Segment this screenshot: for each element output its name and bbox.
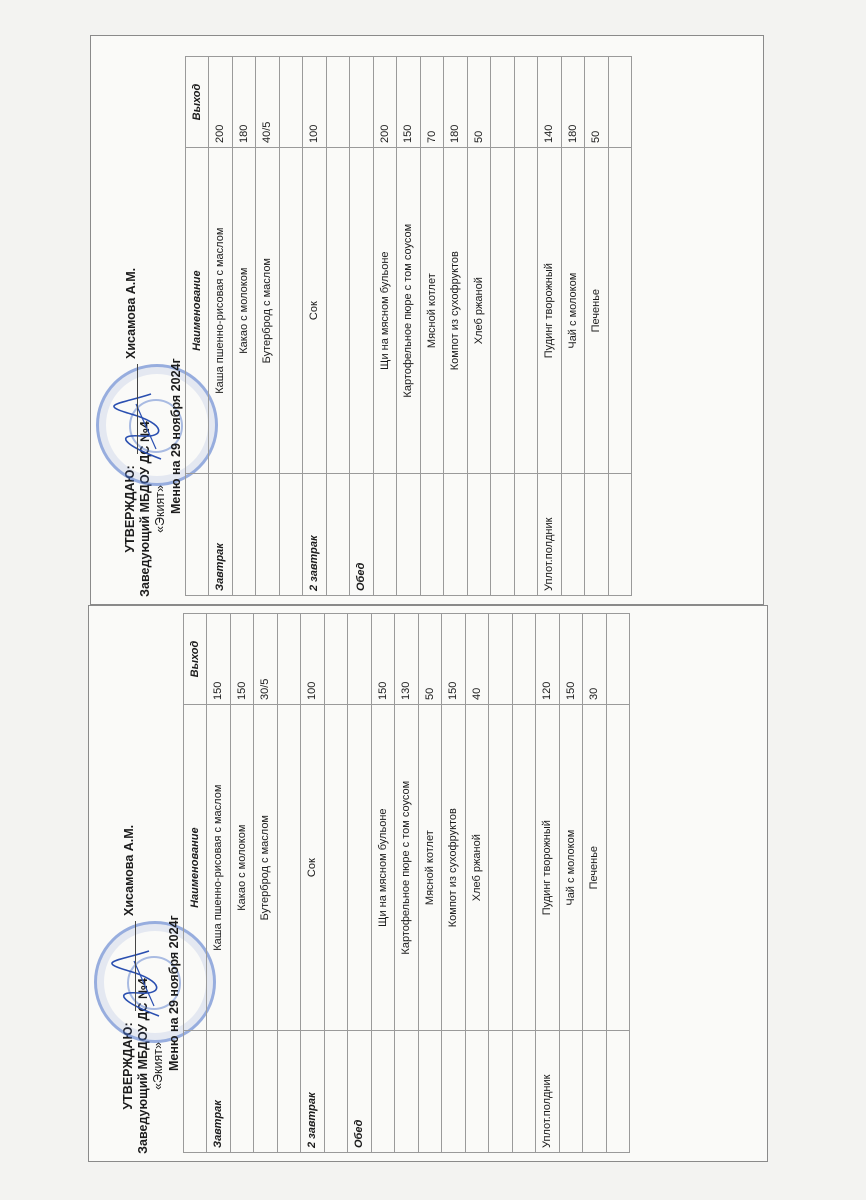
menu-row <box>324 614 348 1153</box>
output-cell: 70 <box>420 57 444 148</box>
menu-page-right <box>90 35 764 605</box>
menu-page-left <box>88 605 768 1162</box>
meal-cell <box>279 474 303 596</box>
dish-name-cell: Сок <box>303 148 327 474</box>
output-cell: 100 <box>301 614 325 705</box>
header-name: Наименование <box>184 705 207 1031</box>
meal-cell <box>444 474 468 596</box>
approval-heading: УТВЕРЖДАЮ: <box>123 465 137 553</box>
menu-row <box>207 614 231 1153</box>
dish-name-cell: Мясной котлет <box>420 148 444 474</box>
menu-row <box>444 57 468 596</box>
meal-cell <box>442 1031 466 1153</box>
menu-row <box>279 57 303 596</box>
dish-name-cell <box>350 148 374 474</box>
approval-org-name: «Экият» <box>153 485 167 533</box>
meal-cell <box>559 1031 583 1153</box>
dish-name-cell <box>277 705 301 1031</box>
meal-cell: Уплот.полдник <box>536 1031 560 1153</box>
approval-org: Заведующий МБДОУ ДС №4 <box>136 978 150 1154</box>
menu-row <box>301 614 325 1153</box>
output-cell: 150 <box>207 614 231 705</box>
dish-name-cell <box>489 705 513 1031</box>
meal-cell <box>585 474 609 596</box>
dish-name-cell: Бутерброд с маслом <box>256 148 280 474</box>
meal-cell <box>373 474 397 596</box>
meal-cell: Обед <box>348 1031 372 1153</box>
menu-row <box>512 614 536 1153</box>
dish-name-cell: Компот из сухофруктов <box>444 148 468 474</box>
menu-row <box>326 57 350 596</box>
output-cell <box>514 57 538 148</box>
dish-name-cell: Сок <box>301 705 325 1031</box>
meal-cell <box>514 474 538 596</box>
meal-cell: Уплот.полдник <box>538 474 562 596</box>
menu-row <box>373 57 397 596</box>
menu-row <box>395 614 419 1153</box>
dish-name-cell: Бутерброд с маслом <box>254 705 278 1031</box>
output-cell: 180 <box>444 57 468 148</box>
menu-table <box>185 56 632 596</box>
meal-cell <box>489 1031 513 1153</box>
meal-cell <box>512 1031 536 1153</box>
meal-cell <box>232 474 256 596</box>
signer-name: Хисамова А.М. <box>122 824 136 916</box>
menu-row <box>465 614 489 1153</box>
menu-title: Меню на 29 ноября 2024г <box>167 915 181 1071</box>
approval-org-name: «Экият» <box>151 1042 165 1090</box>
output-cell <box>279 57 303 148</box>
approval-org: Заведующий МБДОУ ДС №4 <box>138 421 152 597</box>
header-output: Выход <box>184 614 207 705</box>
dish-name-cell: Чай с молоком <box>559 705 583 1031</box>
signature-line <box>135 921 136 1011</box>
meal-cell <box>397 474 421 596</box>
output-cell <box>348 614 372 705</box>
output-cell <box>326 57 350 148</box>
meal-cell <box>465 1031 489 1153</box>
menu-row <box>254 614 278 1153</box>
menu-row <box>583 614 607 1153</box>
menu-row <box>606 614 630 1153</box>
meal-cell <box>324 1031 348 1153</box>
output-cell: 40 <box>465 614 489 705</box>
menu-row <box>608 57 632 596</box>
output-cell: 150 <box>442 614 466 705</box>
output-cell <box>512 614 536 705</box>
dish-name-cell <box>491 148 515 474</box>
output-cell: 200 <box>209 57 233 148</box>
approval-heading: УТВЕРЖДАЮ: <box>121 1022 135 1110</box>
menu-row <box>467 57 491 596</box>
output-cell <box>277 614 301 705</box>
menu-row <box>559 614 583 1153</box>
meal-cell <box>561 474 585 596</box>
output-cell: 50 <box>585 57 609 148</box>
signature-image <box>111 384 171 464</box>
menu-row <box>348 614 372 1153</box>
header-name: Наименование <box>186 148 209 474</box>
dish-name-cell: Чай с молоком <box>561 148 585 474</box>
dish-name-cell: Компот из сухофруктов <box>442 705 466 1031</box>
output-cell <box>491 57 515 148</box>
menu-row <box>303 57 327 596</box>
menu-row <box>397 57 421 596</box>
output-cell: 30/5 <box>254 614 278 705</box>
dish-name-cell <box>512 705 536 1031</box>
dish-name-cell: Печенье <box>583 705 607 1031</box>
dish-name-cell <box>326 148 350 474</box>
meal-cell <box>277 1031 301 1153</box>
menu-row <box>209 57 233 596</box>
output-cell: 180 <box>561 57 585 148</box>
output-cell: 140 <box>538 57 562 148</box>
dish-name-cell <box>606 705 630 1031</box>
meal-cell <box>418 1031 442 1153</box>
output-cell: 150 <box>559 614 583 705</box>
output-cell: 30 <box>583 614 607 705</box>
output-cell: 100 <box>303 57 327 148</box>
menu-page-content <box>89 606 767 1161</box>
meal-cell <box>467 474 491 596</box>
signature-image <box>109 941 169 1021</box>
menu-row <box>561 57 585 596</box>
output-cell <box>489 614 513 705</box>
menu-row <box>489 614 513 1153</box>
output-cell <box>350 57 374 148</box>
dish-name-cell <box>608 148 632 474</box>
meal-cell <box>583 1031 607 1153</box>
dish-name-cell: Печенье <box>585 148 609 474</box>
meal-cell <box>395 1031 419 1153</box>
output-cell: 150 <box>230 614 254 705</box>
menu-row <box>536 614 560 1153</box>
output-cell: 50 <box>418 614 442 705</box>
dish-name-cell: Щи на мясном бульоне <box>371 705 395 1031</box>
output-cell: 150 <box>371 614 395 705</box>
output-cell: 120 <box>536 614 560 705</box>
menu-row <box>371 614 395 1153</box>
output-cell: 200 <box>373 57 397 148</box>
output-cell <box>324 614 348 705</box>
meal-cell: Завтрак <box>209 474 233 596</box>
dish-name-cell: Мясной котлет <box>418 705 442 1031</box>
dish-name-cell: Пудинг творожный <box>538 148 562 474</box>
dish-name-cell: Хлеб ржаной <box>465 705 489 1031</box>
meal-cell: Завтрак <box>207 1031 231 1153</box>
menu-row <box>256 57 280 596</box>
menu-row <box>232 57 256 596</box>
dish-name-cell: Каша пшенно-рисовая с маслом <box>207 705 231 1031</box>
meal-cell <box>326 474 350 596</box>
menu-row <box>491 57 515 596</box>
output-cell: 130 <box>395 614 419 705</box>
dish-name-cell <box>279 148 303 474</box>
output-cell <box>608 57 632 148</box>
output-cell: 50 <box>467 57 491 148</box>
menu-title: Меню на 29 ноября 2024г <box>169 358 183 514</box>
meal-cell: 2 завтрак <box>303 474 327 596</box>
meal-cell <box>420 474 444 596</box>
dish-name-cell <box>348 705 372 1031</box>
meal-cell: 2 завтрак <box>301 1031 325 1153</box>
header-output: Выход <box>186 57 209 148</box>
output-cell: 180 <box>232 57 256 148</box>
menu-row <box>277 614 301 1153</box>
dish-name-cell: Картофельное пюре с том соусом <box>395 705 419 1031</box>
menu-row <box>418 614 442 1153</box>
dish-name-cell: Хлеб ржаной <box>467 148 491 474</box>
header-meal <box>186 474 209 596</box>
menu-row <box>230 614 254 1153</box>
dish-name-cell: Щи на мясном бульоне <box>373 148 397 474</box>
dish-name-cell <box>324 705 348 1031</box>
meal-cell: Обед <box>350 474 374 596</box>
output-cell: 150 <box>397 57 421 148</box>
menu-row <box>538 57 562 596</box>
dish-name-cell: Какао с молоком <box>232 148 256 474</box>
dish-name-cell: Пудинг творожный <box>536 705 560 1031</box>
dish-name-cell: Каша пшенно-рисовая с маслом <box>209 148 233 474</box>
menu-row <box>514 57 538 596</box>
meal-cell <box>254 1031 278 1153</box>
menu-row <box>350 57 374 596</box>
meal-cell <box>256 474 280 596</box>
output-cell: 40/5 <box>256 57 280 148</box>
menu-row <box>442 614 466 1153</box>
output-cell <box>606 614 630 705</box>
signer-name: Хисамова А.М. <box>124 267 138 359</box>
meal-cell <box>606 1031 630 1153</box>
meal-cell <box>371 1031 395 1153</box>
menu-page-content <box>91 36 763 604</box>
dish-name-cell: Какао с молоком <box>230 705 254 1031</box>
header-meal <box>184 1031 207 1153</box>
dish-name-cell: Картофельное пюре с том соусом <box>397 148 421 474</box>
menu-table <box>183 613 630 1153</box>
menu-header-row <box>186 57 209 596</box>
signature-line <box>137 364 138 454</box>
menu-row <box>420 57 444 596</box>
menu-row <box>585 57 609 596</box>
dish-name-cell <box>514 148 538 474</box>
meal-cell <box>608 474 632 596</box>
meal-cell <box>230 1031 254 1153</box>
meal-cell <box>491 474 515 596</box>
menu-header-row <box>184 614 207 1153</box>
